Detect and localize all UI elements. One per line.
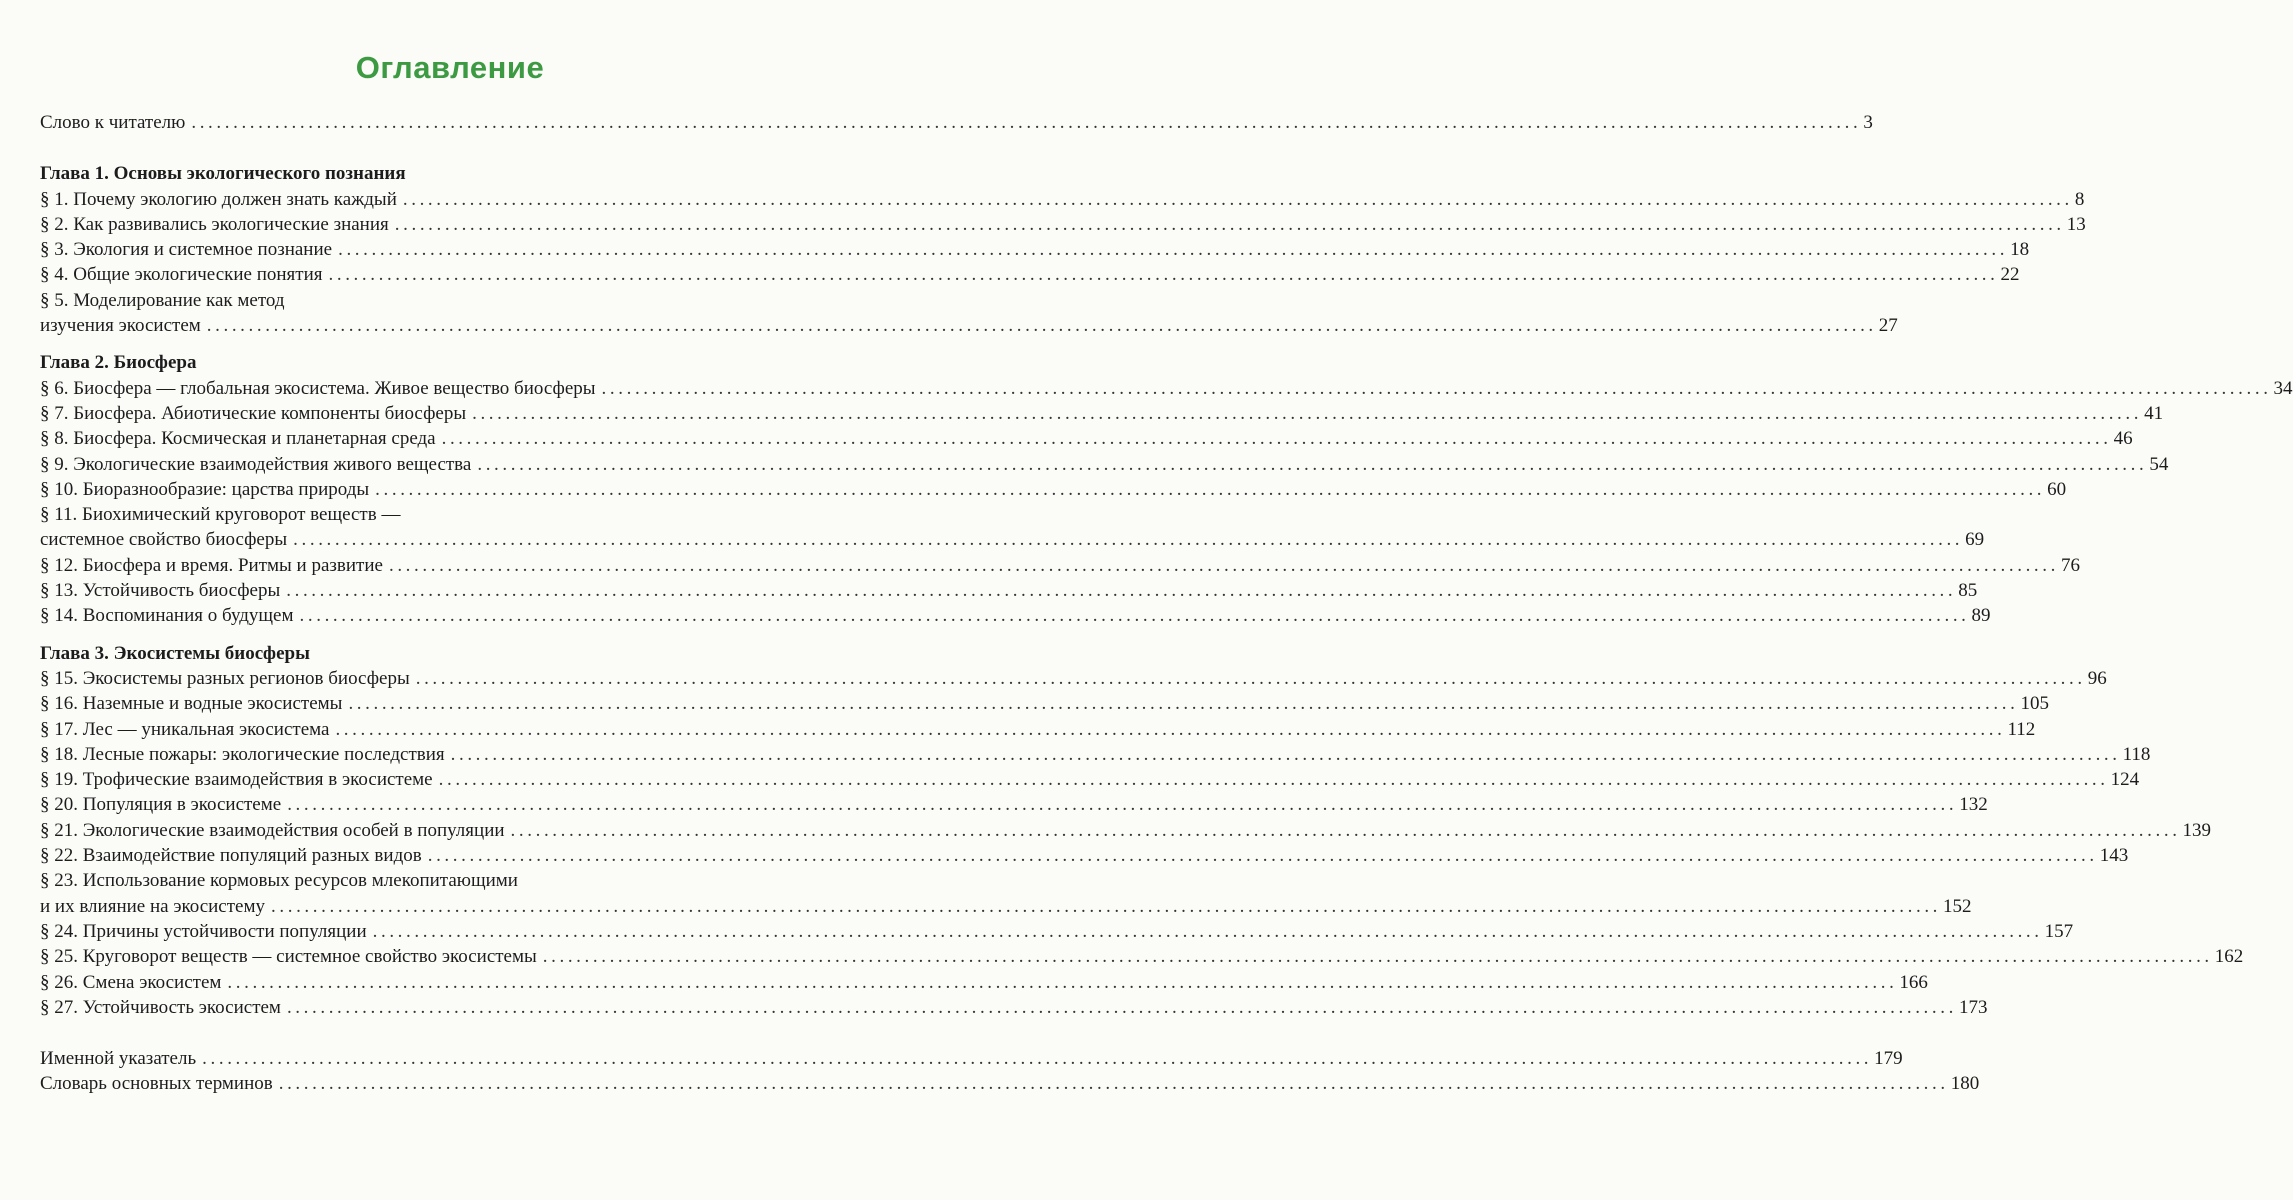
page-number: 105 [2020, 693, 2049, 715]
toc-entry [40, 818, 2212, 843]
toc-entry [40, 691, 2049, 716]
toc-entry [40, 919, 2074, 944]
toc-entry [40, 237, 2030, 262]
toc-entry [40, 970, 1928, 995]
page-number: 27 [1878, 315, 1898, 337]
page-number: 179 [1874, 1048, 1903, 1070]
dot-leader: ........................................................................................................................................................................................................ [394, 213, 2065, 235]
dot-leader: ........................................................................................................................................................................................................ [335, 718, 2006, 740]
toc-entry [40, 1046, 1903, 1071]
entry-label: § 12. Биосфера и время. Ритмы и развитие [40, 554, 383, 576]
dot-leader: ........................................................................................................................................................................................................ [286, 580, 1957, 602]
entry-label: § 8. Биосфера. Космическая и планетарная среда [40, 428, 436, 450]
toc-entry [40, 313, 1898, 338]
page-number: 166 [1899, 971, 1928, 993]
entry-label: § 10. Биоразнообразие: царства природы [40, 478, 370, 500]
dot-leader: ........................................................................................................................................................................................................ [338, 239, 2009, 261]
toc-entry [40, 792, 1988, 817]
entry-label: § 19. Трофические взаимодействия в экосистеме [40, 769, 433, 791]
entry-label: § 22. Взаимодействие популяций разных видов [40, 845, 422, 867]
entry-label: § 23. Использование кормовых ресурсов млекопитающими [40, 870, 518, 892]
entry-label: § 25. Круговорот веществ — системное свойство экосистемы [40, 946, 537, 968]
dot-leader: ........................................................................................................................................................................................................ [227, 971, 1898, 993]
dot-leader: ........................................................................................................................................................................................................ [278, 1073, 1949, 1095]
page-number: 173 [1958, 996, 1988, 1018]
dot-leader: ........................................................................................................................................................................................................ [348, 693, 2019, 715]
page-number: 34 [2273, 377, 2293, 399]
entry-label: § 4. Общие экологические понятия [40, 264, 323, 286]
page-number: 22 [2000, 264, 2020, 286]
page-number: 96 [2087, 667, 2107, 689]
entry-label: § 3. Экология и системное познание [40, 239, 333, 261]
chapter-heading: Глава 2. Биосфера [40, 352, 197, 374]
entry-label: § 24. Причины устойчивости популяции [40, 920, 367, 942]
entry-label: Словарь основных терминов [40, 1073, 273, 1095]
entry-label: § 5. Моделирование как метод [40, 289, 285, 311]
toc-entry [40, 894, 1972, 919]
page-number: 89 [1971, 605, 1991, 627]
dot-leader: ........................................................................................................................................................................................................ [450, 743, 2121, 765]
dot-leader: ........................................................................................................................................................................................................ [542, 946, 2213, 968]
page-number: 69 [1965, 529, 1985, 551]
dot-leader: ........................................................................................................................................................................................................ [510, 819, 2181, 841]
toc-entry [40, 742, 2151, 767]
toc-entry [40, 527, 1985, 552]
dot-leader: ........................................................................................................................................................................................................ [202, 1048, 1873, 1070]
page-number: 112 [2007, 718, 2036, 740]
page-number: 41 [2144, 402, 2164, 424]
chapter-heading: Глава 3. Экосистемы биосферы [40, 642, 310, 664]
toc-entry [40, 1071, 1980, 1096]
page-number: 60 [2047, 478, 2067, 500]
dot-leader: ........................................................................................................................................................................................................ [472, 402, 2143, 424]
toc-entry [40, 110, 1873, 135]
page-number: 157 [2044, 920, 2074, 942]
page-number: 18 [2010, 239, 2030, 261]
dot-leader: ........................................................................................................................................................................................................ [299, 605, 1970, 627]
entry-label-continued: системное свойство биосферы [40, 529, 288, 551]
page-number: 54 [2149, 453, 2169, 475]
toc-entry [40, 376, 2293, 401]
entry-label: § 15. Экосистемы разных регионов биосферы [40, 667, 410, 689]
page-number: 139 [2182, 819, 2212, 841]
toc-entry [40, 187, 2085, 212]
entry-label: § 16. Наземные и водные экосистемы [40, 693, 343, 715]
dot-leader: ........................................................................................................................................................................................................ [293, 529, 1964, 551]
toc-entry [40, 843, 2129, 868]
page-number: 132 [1959, 794, 1988, 816]
dot-leader: ........................................................................................................................................................................................................ [375, 478, 2046, 500]
dot-leader: ........................................................................................................................................................................................................ [402, 188, 2073, 210]
entry-label: § 18. Лесные пожары: экологические последствия [40, 743, 445, 765]
dot-leader: ........................................................................................................................................................................................................ [191, 112, 1862, 133]
page-number: 162 [2214, 946, 2244, 968]
page-number: 46 [2113, 428, 2133, 450]
entry-label: § 11. Биохимический круговорот веществ — [40, 504, 401, 526]
page-number: 3 [1863, 112, 1873, 133]
toc-entry [40, 426, 2133, 451]
table-of-contents [40, 110, 2293, 1097]
page-number: 8 [2074, 188, 2085, 210]
toc-entry [40, 717, 2036, 742]
entry-label: Слово к читателю [40, 112, 186, 133]
page-number: 85 [1958, 580, 1978, 602]
page-number: 76 [2060, 554, 2080, 576]
toc-entry [40, 603, 1991, 628]
entry-label: § 27. Устойчивость экосистем [40, 996, 281, 1018]
dot-leader: ........................................................................................................................................................................................................ [477, 453, 2148, 475]
page-number: 180 [1950, 1073, 1980, 1095]
dot-leader: ........................................................................................................................................................................................................ [286, 996, 1957, 1018]
entry-label: Именной указатель [40, 1048, 197, 1070]
dot-leader: ........................................................................................................................................................................................................ [372, 920, 2043, 942]
toc-entry [40, 212, 2086, 237]
toc-entry [40, 401, 2164, 426]
toc-entry [40, 666, 2107, 691]
toc-entry [40, 477, 2067, 502]
page-number: 152 [1943, 895, 1972, 917]
entry-label: § 9. Экологические взаимодействия живого вещества [40, 453, 472, 475]
entry-label-continued: изучения экосистем [40, 315, 201, 337]
toc-entry [40, 995, 1988, 1020]
toc-entry [40, 452, 2169, 477]
page-title: Оглавление [355, 50, 545, 85]
dot-leader: ........................................................................................................................................................................................................ [415, 667, 2086, 689]
dot-leader: ........................................................................................................................................................................................................ [441, 428, 2112, 450]
dot-leader: ........................................................................................................................................................................................................ [438, 769, 2109, 791]
toc-entry [40, 553, 2080, 578]
toc-entry [40, 767, 2140, 792]
entry-label: § 21. Экологические взаимодействия особей в популяции [40, 819, 505, 841]
entry-label: § 26. Смена экосистем [40, 971, 222, 993]
entry-label: § 2. Как развивались экологические знания [40, 213, 389, 235]
toc-entry [40, 262, 2020, 287]
dot-leader: ........................................................................................................................................................................................................ [601, 377, 2272, 399]
page-number: 143 [2099, 845, 2129, 867]
page-number: 118 [2122, 743, 2151, 765]
entry-label: § 6. Биосфера — глобальная экосистема. Живое вещество биосферы [40, 377, 596, 399]
entry-label-continued: и их влияние на экосистему [40, 895, 266, 917]
entry-label: § 13. Устойчивость биосферы [40, 580, 281, 602]
dot-leader: ........................................................................................................................................................................................................ [287, 794, 1958, 816]
toc-entry [40, 944, 2244, 969]
entry-label: § 20. Популяция в экосистеме [40, 794, 282, 816]
dot-leader: ........................................................................................................................................................................................................ [388, 554, 2059, 576]
dot-leader: ........................................................................................................................................................................................................ [328, 264, 1999, 286]
entry-label: § 17. Лес — уникальная экосистема [40, 718, 330, 740]
page-number: 13 [2066, 213, 2086, 235]
chapter-heading: Глава 1. Основы экологического познания [40, 163, 406, 185]
entry-label: § 14. Воспоминания о будущем [40, 605, 294, 627]
page-number: 124 [2110, 769, 2140, 791]
entry-label: § 7. Биосфера. Абиотические компоненты биосферы [40, 402, 467, 424]
dot-leader: ........................................................................................................................................................................................................ [271, 895, 1942, 917]
dot-leader: ........................................................................................................................................................................................................ [206, 315, 1877, 337]
dot-leader: ........................................................................................................................................................................................................ [427, 845, 2098, 867]
entry-label: § 1. Почему экологию должен знать каждый [40, 188, 397, 210]
toc-entry [40, 578, 1978, 603]
